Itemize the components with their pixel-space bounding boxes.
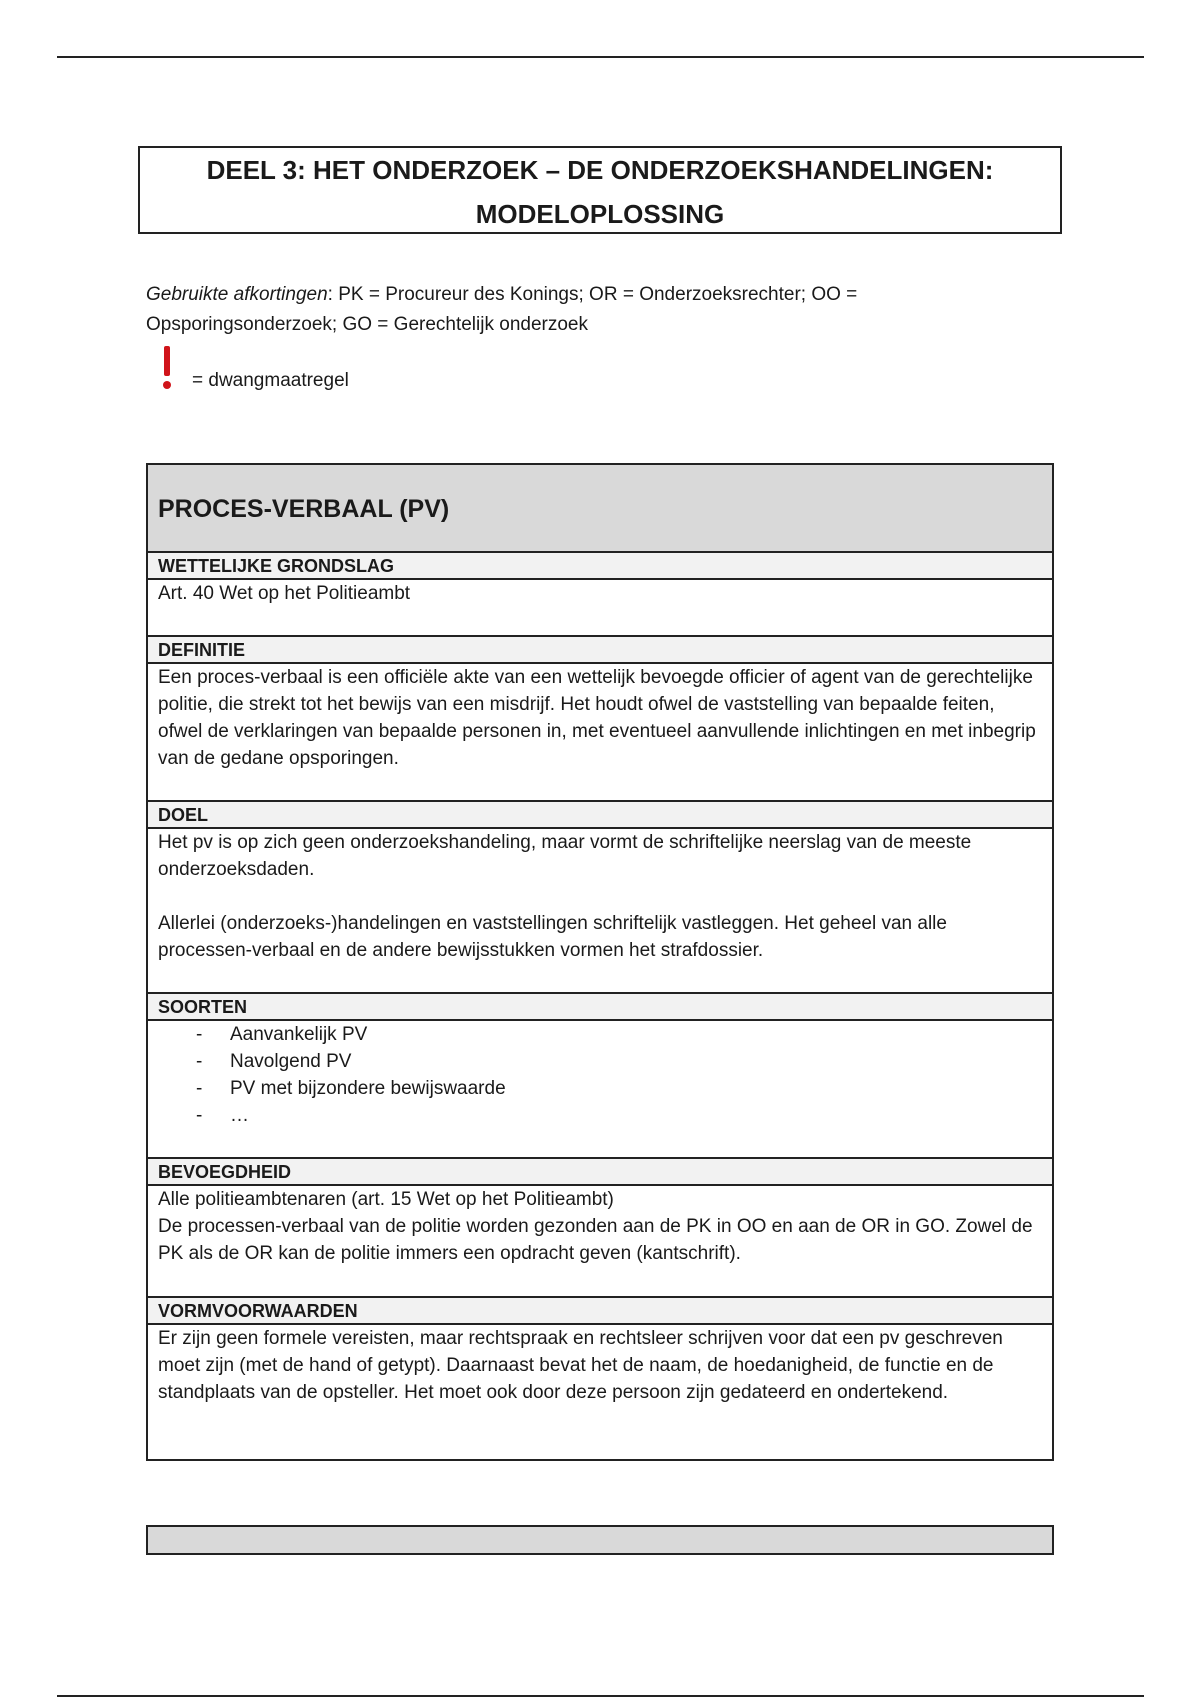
section-heading-soorten: SOORTEN (148, 994, 1052, 1021)
exclamation-icon (160, 344, 174, 394)
abbreviations-line-2: Opsporingsonderzoek; GO = Gerechtelijk onderzoek (146, 314, 588, 335)
bevoegdheid-paragraph-2: De processen-verbaal van de politie worden gezonden aan de PK in OO en aan de OR in GO. Zowel de PK als de OR kan de politie immers een opdracht geven (kantschrift). (158, 1216, 1033, 1264)
section-body-definitie (148, 664, 1052, 802)
abbreviations-line-1: : PK = Procureur des Konings; OR = Onderzoeksrechter; OO = (327, 284, 858, 305)
doel-paragraph-2: Allerlei (onderzoeks-)handelingen en vaststellingen schriftelijk vastleggen. Het geheel van alle processen-verbaal en de andere bewijsstukken vormen het strafdossier. (158, 913, 947, 961)
proces-verbaal-card (146, 463, 1054, 1461)
grondslag-text: Art. 40 Wet op het Politieambt (158, 583, 411, 604)
soorten-list (158, 1021, 1042, 1129)
list-item: - Navolgend PV (158, 1048, 1042, 1075)
section-heading-grondslag: WETTELIJKE GRONDSLAG (148, 553, 1052, 580)
document-title-box (138, 146, 1062, 234)
next-card-header (146, 1525, 1054, 1555)
document-title-line-2: MODELOPLOSSING (475, 199, 725, 229)
definitie-text: Een proces-verbaal is een officiële akte van een wettelijk bevoegde officier of agent van de gerechtelijke politie, die strekt tot het bewijs van een misdrijf. Het houdt ofwel de vaststelling van bepaalde feiten, ofwel de verklaringen van bepaalde personen in, met eventueel aanvullende inlichtingen en met inbegrip van de gedane opsporingen. (158, 667, 1036, 769)
section-body-doel (148, 829, 1052, 994)
section-heading-definitie: DEFINITIE (148, 637, 1052, 664)
section-body-grondslag (148, 580, 1052, 637)
document-title-line-1: DEEL 3: HET ONDERZOEK – DE ONDERZOEKSHANDELINGEN: (206, 155, 994, 185)
section-body-soorten (148, 1021, 1052, 1159)
section-body-bevoegdheid (148, 1186, 1052, 1298)
legend-text: = dwangmaatregel (192, 370, 349, 391)
bevoegdheid-paragraph-1: Alle politieambtenaren (art. 15 Wet op het Politieambt) (158, 1189, 614, 1210)
section-body-vormvoorwaarden (148, 1325, 1052, 1459)
page-bottom-rule (57, 1695, 1144, 1697)
section-heading-vormvoorwaarden: VORMVOORWAARDEN (148, 1298, 1052, 1325)
vormvoorwaarden-text: Er zijn geen formele vereisten, maar rechtspraak en rechtsleer schrijven voor dat een pv geschreven moet zijn (met de hand of getypt). Daarnaast bevat het de naam, de hoedanigheid, de functie en de standplaats van de opsteller. Het moet ook door deze persoon zijn gedateerd en ondertekend. (158, 1328, 1003, 1403)
doel-paragraph-1: Het pv is op zich geen onderzoekshandeling, maar vormt de schriftelijke neerslag van de meeste onderzoeksdaden. (158, 832, 972, 880)
card-title: PROCES-VERBAAL (PV) (148, 465, 1052, 553)
list-item: - … (158, 1102, 1042, 1129)
abbreviations-paragraph (146, 280, 1046, 340)
page-top-rule (57, 56, 1144, 58)
list-item: - Aanvankelijk PV (158, 1021, 1042, 1048)
abbreviations-label: Gebruikte afkortingen (146, 284, 328, 305)
section-heading-doel: DOEL (148, 802, 1052, 829)
section-heading-bevoegdheid: BEVOEGDHEID (148, 1159, 1052, 1186)
list-item: - PV met bijzondere bewijswaarde (158, 1075, 1042, 1102)
